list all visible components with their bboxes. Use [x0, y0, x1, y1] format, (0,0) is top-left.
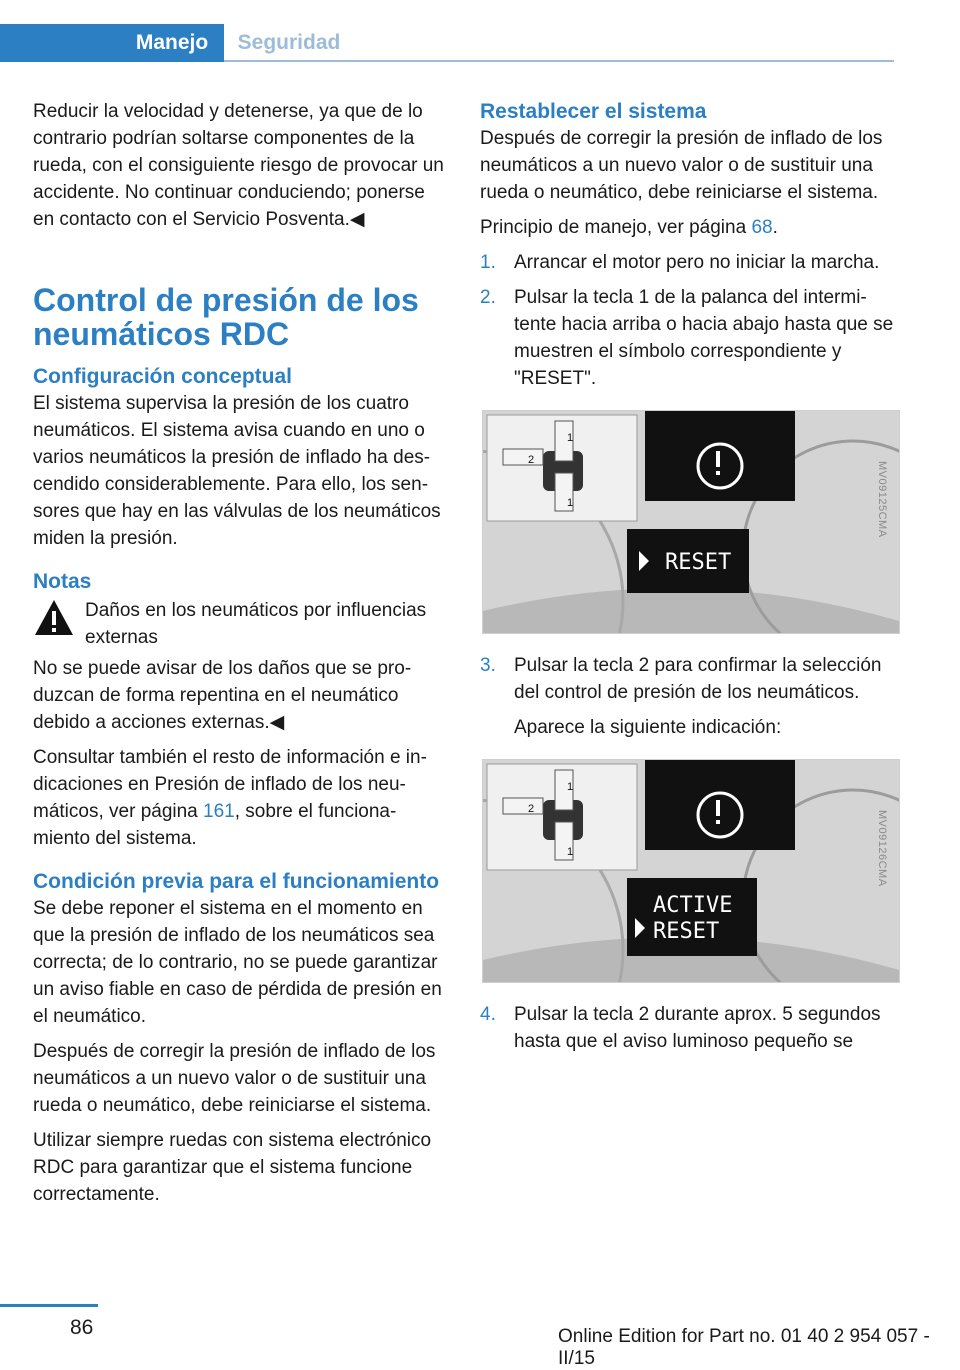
footer-rule — [0, 1304, 98, 1307]
display-reset-text: RESET — [653, 919, 720, 944]
figure-label-1b: 1 — [567, 846, 574, 858]
steps-list — [480, 249, 898, 392]
step-number: 4. — [480, 1004, 496, 1025]
tab-manejo[interactable]: Manejo — [120, 24, 224, 62]
figure-active-reset-display — [482, 759, 900, 983]
consult-text-a: Consultar también el resto de información e indicaciones en Presión de inflado de los neumáticos, ver página — [33, 747, 427, 822]
header-accent-bar — [0, 24, 120, 62]
step-item — [480, 652, 898, 706]
step-text: Pulsar la tecla 2 durante aprox. 5 segundos hasta que el aviso luminoso pequeño se — [514, 1004, 881, 1052]
header-rule — [224, 60, 894, 62]
instrument-cluster-image — [483, 760, 899, 982]
condition-paragraph-2: Después de corregir la presión de inflado de los neumáticos a un nuevo valor o de sustituir una rueda o neumático, debe reiniciarse el sistema. — [33, 1041, 436, 1116]
page-link-161[interactable]: 161 — [203, 801, 235, 822]
heading-notas: Notas — [33, 570, 92, 593]
warning-paragraph: No se puede avisar de los daños que se produzcan de forma repentina en el neumático debido a acciones externas.◀ — [33, 658, 412, 733]
step-number: 1. — [480, 252, 496, 273]
warning-title: Daños en los neumáticos por influencias externas — [85, 600, 427, 648]
principle-text-a: Principio de manejo, ver página — [480, 217, 752, 238]
figure-label-2: 2 — [528, 803, 535, 815]
step-text: Pulsar la tecla 2 para confirmar la selección del control de presión de los neumáticos. — [514, 655, 882, 703]
reset-paragraph: Después de corregir la presión de inflado de los neumáticos a un nuevo valor o de sustituir una rueda o neumático, debe reiniciarse el sistema. — [480, 128, 883, 203]
step3-subtext: Aparece la siguiente indicación: — [514, 717, 782, 738]
right-column — [480, 98, 898, 1063]
condition-paragraph-1: Se debe reponer el sistema en el momento en que la presión de inflado de los neumáticos sea correcta; de lo contrario, no se puede garantizar un aviso fiable en caso de pérdida de presión en el neumático. — [33, 898, 442, 1027]
figure-code: MV09126CMA — [876, 810, 888, 887]
page-number: 86 — [70, 1316, 94, 1339]
figure-label-2: 2 — [528, 454, 535, 466]
principle-paragraph — [480, 214, 898, 241]
intro-paragraph: Reducir la velocidad y detenerse, ya que de lo contrario podrían soltarse componentes de la rueda, con el consiguiente riesgo de provocar un accidente. No continuar conduciendo; ponerse en contacto con el Servicio Posventa.◀ — [33, 101, 444, 230]
tab-seguridad[interactable]: Seguridad — [237, 31, 341, 54]
left-column — [33, 98, 447, 1216]
step-number: 2. — [480, 287, 496, 308]
warning-triangle-icon — [33, 597, 75, 639]
figure-code: MV09125CMA — [876, 461, 888, 538]
steps-list-final — [480, 1001, 898, 1055]
principle-text-b: . — [772, 217, 778, 238]
page-header — [0, 0, 960, 64]
step-number: 3. — [480, 655, 496, 676]
heading-condicion: Condición previa para el funcionamiento — [33, 870, 440, 893]
steps-list-continued — [480, 652, 898, 706]
condition-paragraph-3: Utilizar siempre ruedas con sistema electrónico RDC para garantizar que el sistema funcione correctamente. — [33, 1130, 432, 1205]
figure-reset-display — [482, 410, 900, 634]
instrument-cluster-image — [483, 411, 899, 633]
figure-label-1: 1 — [567, 781, 574, 793]
display-active-text: ACTIVE — [653, 893, 733, 918]
consult-text-b: , sobre el funcionamiento del sistema. — [33, 801, 397, 849]
step-item — [480, 284, 898, 392]
step-item — [480, 249, 898, 276]
heading-restablecer: Restablecer el sistema — [480, 100, 707, 123]
edition-text: Online Edition for Part no. 01 40 2 954 057 - II/15 — [558, 1326, 930, 1369]
step-item — [480, 1001, 898, 1055]
warning-note — [33, 597, 447, 651]
page-link-68[interactable]: 68 — [751, 217, 773, 238]
consult-paragraph — [33, 744, 447, 852]
config-paragraph: El sistema supervisa la presión de los cuatro neumáticos. El sistema avisa cuando en uno o varios neumáticos la presión de inflado ha descendido considerablemente. Para ello, los sensores que hay en las válvulas de los neumáticos miden la presión. — [33, 393, 441, 549]
figure-label-1b: 1 — [567, 497, 574, 509]
figure-label-1: 1 — [567, 432, 574, 444]
section-title: Control de presión de los neumáticos RDC — [33, 282, 419, 352]
display-reset-text: RESET — [665, 550, 732, 575]
heading-configuracion: Configuración conceptual — [33, 365, 293, 388]
step-text: Arrancar el motor pero no iniciar la marcha. — [514, 252, 880, 273]
step-text: Pulsar la tecla 1 de la palanca del intermitente hacia arriba o hacia abajo hasta que se muestren el símbolo correspondiente y "RESET". — [514, 287, 894, 389]
